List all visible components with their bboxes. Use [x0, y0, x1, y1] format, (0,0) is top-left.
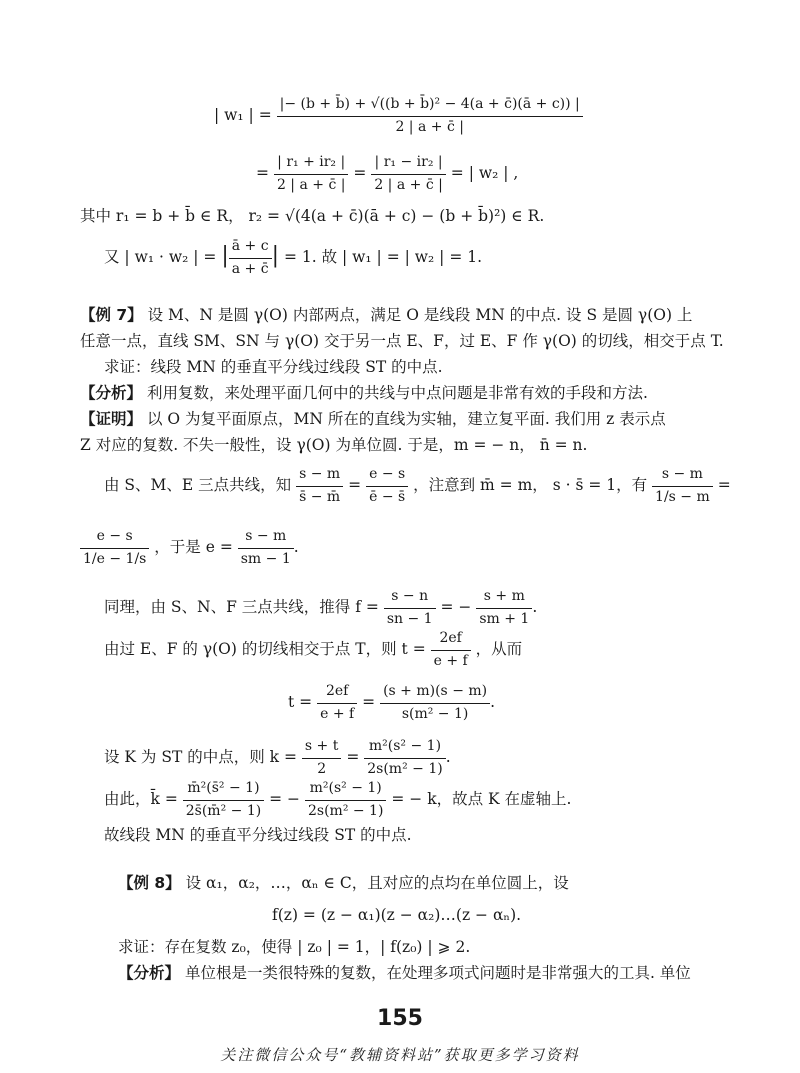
page-number: 155 [377, 1006, 423, 1031]
analysis-8-text: 单位根是一类很特殊的复数，在处理多项式问题时是非常强大的工具. 单位 [184, 964, 691, 982]
f-solution-line [104, 588, 537, 628]
k-fraction-1-num: s + t [302, 738, 341, 759]
w2-fraction-2-num: | r₁ − ir₂ | [371, 154, 446, 175]
w2-fraction-2 [371, 154, 446, 194]
collinear-sme-line [104, 466, 731, 506]
sme-fraction-2 [366, 466, 408, 506]
example-7-line-1 [80, 306, 692, 325]
w1-equation [214, 96, 583, 136]
t-display-fraction-2-den: s(m² − 1) [401, 705, 469, 722]
f-eq: = − [440, 598, 472, 616]
k-midpoint-text: 设 K 为 ST 的中点，则 k = [104, 748, 297, 766]
proof-line-1 [80, 410, 666, 429]
e-solution-text: ，于是 e = [154, 538, 233, 556]
w2-fraction-1 [274, 154, 349, 194]
e-fraction-1-den: 1/e − 1/s [83, 550, 147, 567]
analysis-tag: 【分析】 [80, 384, 143, 402]
k-bar-fraction-1-num: m̄²(s̄² − 1) [183, 780, 264, 801]
w2-tail: = | w₂ | , [450, 164, 519, 182]
t-display-fraction-1-den: e + f [320, 705, 355, 722]
w1-numerator: |− (b + b̄) + √((b + b̄)² − 4(a + c̄)(ā + c)) | [277, 96, 583, 117]
example-7-line-2: 任意一点，直线 SM、SN 与 γ(O) 交于另一点 E、F，过 E、F 作 γ(O) 的切线，相交于点 T. [80, 332, 724, 350]
f-solution-text: 同理，由 S、N、F 三点共线，推得 f = [104, 598, 379, 616]
also-tail: = 1. 故 | w₁ | = | w₂ | = 1. [283, 248, 483, 266]
w2-fraction-1-den: 2 | a + c̄ | [276, 176, 346, 193]
proof-tag: 【证明】 [80, 410, 143, 428]
analysis-7 [80, 384, 648, 403]
e-end: . [293, 538, 299, 556]
k-bar-tail: = − k，故点 K 在虚轴上. [391, 790, 572, 808]
sme-fraction-1-den: s̄ − m̄ [299, 488, 341, 505]
t-tangent-text: 由过 E、F 的 γ(O) 的切线相交于点 T，则 t = [104, 640, 426, 658]
f-end: . [532, 598, 538, 616]
example-7-text-1: 设 M、N 是圆 γ(O) 内部两点，满足 O 是线段 MN 的中点. 设 S 是圆 γ(O) 上 [147, 306, 693, 324]
k-fraction-2-num: m²(s² − 1) [364, 738, 445, 759]
k-fraction-1 [302, 738, 341, 778]
f-fraction-2-den: sm + 1 [479, 610, 530, 627]
t-fraction-num: 2ef [431, 630, 471, 651]
sme-fraction-1-num: s − m [296, 466, 343, 487]
f-fraction-1-num: s − n [384, 588, 436, 609]
k-fraction-1-den: 2 [317, 760, 327, 777]
k-eq: = [346, 748, 360, 766]
example-8-formula: f(z) = (z − α₁)(z − α₂)…(z − αₙ). [272, 906, 522, 924]
example-8-prove: 求证：存在复数 z₀，使得 | z₀ | = 1，| f(z₀) | ⩾ 2. [118, 938, 471, 956]
also-line [104, 238, 482, 278]
w2-fraction-2-den: 2 | a + c̄ | [374, 176, 443, 193]
k-bar-fraction-2-den: 2s(m² − 1) [307, 802, 384, 819]
analysis-8-tag: 【分析】 [118, 964, 181, 982]
w2-fraction-1-num: | r₁ + ir₂ | [274, 154, 349, 175]
t-fraction [431, 630, 471, 670]
k-bar-line [104, 780, 571, 820]
sme-fraction-3 [652, 466, 713, 506]
example-7-line-3: 求证：线段 MN 的垂直平分线过线段 ST 的中点. [104, 358, 443, 376]
example-8-tag: 【例 8】 [118, 874, 181, 892]
proof-text-1: 以 O 为复平面原点，MN 所在的直线为实轴，建立复平面. 我们用 z 表示点 [146, 410, 666, 428]
e-solution-line [80, 528, 299, 568]
k-bar-fraction-1-den: 2s̄(m̄² − 1) [185, 802, 262, 819]
sme-fraction-3-num: s − m [652, 466, 713, 487]
k-bar-text: 由此，k̄ = [104, 790, 178, 808]
t-display-lhs: t = [288, 693, 313, 711]
example-7-tag: 【例 7】 [80, 306, 143, 324]
where-line: 其中 r₁ = b + b̄ ∈ R， r₂ = √(4(a + c̄)(ā + c) − (b + b̄)²) ∈ R. [80, 207, 545, 225]
w1-denominator: 2 | a + c̄ | [395, 118, 464, 135]
t-display-fraction-2-num: (s + m)(s − m) [380, 683, 490, 704]
sme-eq-2: = [717, 476, 731, 494]
f-fraction-1 [384, 588, 436, 628]
analysis-8 [118, 964, 691, 983]
also-fraction [229, 238, 272, 278]
k-bar-fraction-1 [183, 780, 264, 820]
e-fraction-1 [80, 528, 149, 568]
also-fraction-den: a + c̄ [231, 260, 269, 277]
f-fraction-1-den: sn − 1 [386, 610, 433, 627]
sme-eq: = [348, 476, 362, 494]
abs-bar-left: | [221, 243, 229, 268]
w2-prefix-eq: = [256, 164, 269, 182]
k-bar-fraction-2-num: m²(s² − 1) [305, 780, 386, 801]
e-fraction-1-num: e − s [80, 528, 149, 549]
sme-fraction-2-den: ē − s̄ [369, 488, 406, 505]
example-8-text-1: 设 α₁，α₂，…，αₙ ∈ C，且对应的点均在单位圆上，设 [185, 874, 569, 892]
t-display-fraction-1-num: 2ef [317, 683, 357, 704]
t-tangent-line [104, 630, 522, 670]
footer-watermark: 关注微信公众号“教辅资料站”获取更多学习资料 [220, 1046, 580, 1064]
e-fraction-2-den: sm − 1 [240, 550, 291, 567]
sme-note: ，注意到 m̄ = m， s · s̄ = 1，有 [413, 476, 648, 494]
k-fraction-2-den: 2s(m² − 1) [367, 760, 443, 777]
example-8-line-1 [118, 874, 569, 893]
k-fraction-2 [364, 738, 445, 778]
w2-mid-eq: = [353, 164, 367, 182]
w1-lhs: | w₁ | = [214, 106, 272, 124]
t-tangent-tail: ，从而 [475, 640, 523, 658]
analysis-7-text: 利用复数，来处理平面几何中的共线与中点问题是非常有效的手段和方法. [146, 384, 648, 402]
k-bar-fraction-2 [305, 780, 386, 820]
e-fraction-2-num: s − m [238, 528, 294, 549]
t-fraction-den: e + f [433, 652, 468, 669]
t-display-eq: = [362, 693, 376, 711]
collinear-sme-text: 由 S、M、E 三点共线，知 [104, 476, 292, 494]
sme-fraction-3-den: 1/s − m [655, 488, 710, 505]
conclusion-7: 故线段 MN 的垂直平分线过线段 ST 的中点. [104, 826, 412, 844]
proof-line-2: Z 对应的复数. 不失一般性，设 γ(O) 为单位圆. 于是，m = − n， n̄ = n. [80, 436, 588, 454]
f-fraction-2 [476, 588, 532, 628]
abs-bar-right: | [271, 243, 279, 268]
w2-equation [256, 154, 518, 194]
k-bar-eq: = − [269, 790, 301, 808]
sme-fraction-1 [296, 466, 343, 506]
f-fraction-2-num: s + m [476, 588, 532, 609]
k-end: . [445, 748, 451, 766]
t-display-fraction-1 [317, 683, 357, 723]
t-display-equation [288, 683, 495, 723]
w1-fraction [277, 96, 583, 136]
also-fraction-num: ā + c [229, 238, 272, 259]
also-prefix: 又 | w₁ · w₂ | = [104, 248, 217, 266]
e-fraction-2 [238, 528, 294, 568]
k-midpoint-line [104, 738, 451, 778]
t-display-fraction-2 [380, 683, 490, 723]
sme-fraction-2-num: e − s [366, 466, 408, 487]
t-display-end: . [490, 693, 496, 711]
